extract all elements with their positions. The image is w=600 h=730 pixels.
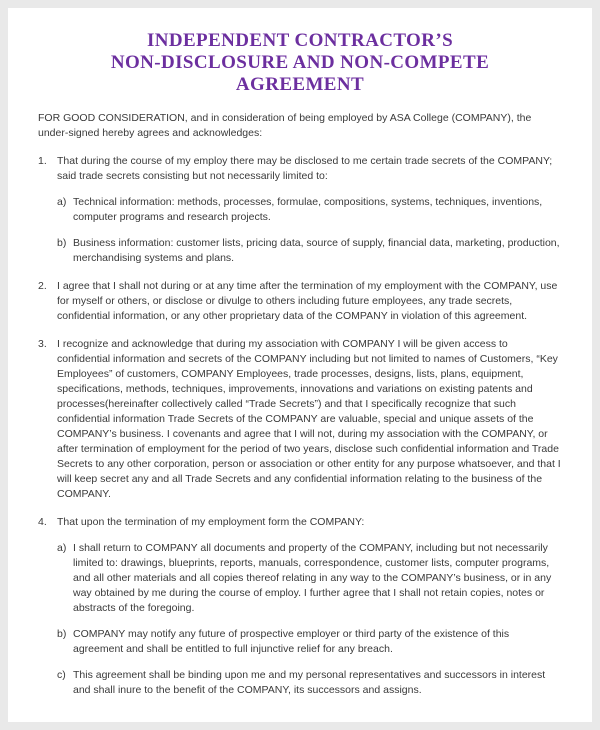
item-1-text: That during the course of my employ there may be disclosed to me certain trade secrets of the COMPANY; said trade secrets consisting but not necessarily limited to: (57, 155, 553, 182)
item-3-text: I recognize and acknowledge that during my association with COMPANY I will be given access to confidential information and secrets of the COMPANY including but not limited to names of Customers, “Key Employees” of customers, COMPANY Employees, trade processes, designs, lists, plans, equipment, specifications, methods, techniques, improvements, innovations and variations on existing patents and processes(hereinafter collectively called “Trade Secrets”) and that I specifically recognize that such confidential information Trade Secrets of the COMPANY are valuable, special and unique assets of the COMPANY’s business. I covenants and agree that I will not, during my association with the COMPANY, or after termination of employment for the period of two years, disclose such confidential information and Trade Secrets to any other corporation, person or association or other entity for any purpose whatsoever, and that I will keep secret any and all Trade Secrets and any confidential information relating to the business of the COMPANY. (57, 338, 561, 500)
item-2-text: I agree that I shall not during or at any time after the termination of my employment with the COMPANY, use for myself or others, or disclose or divulge to others including future employees, any trade secrets, confidential information, or any other proprietary data of the COMPANY in violation of this agreement. (57, 280, 558, 322)
sub-item-4a-letter: a) (57, 542, 67, 554)
item-3-number: 3. (38, 338, 47, 350)
sub-item-4c-text: This agreement shall be binding upon me and my personal representatives and successors in interest and shall inure to the benefit of the COMPANY, its successors and assigns. (73, 669, 546, 696)
sub-item-1a-letter: a) (57, 196, 67, 208)
sub-item-1b-text: Business information: customer lists, pricing data, source of supply, financial data, marketing, production, merchandising systems and plans. (73, 237, 560, 264)
sub-item-4c (57, 668, 562, 698)
sub-item-4a-text: I shall return to COMPANY all documents and property of the COMPANY, including but not necessarily limited to: drawings, blueprints, reports, manuals, correspondence, customer lists, computer programs, and all other materials and all copies thereof relating in any way to the COMPANY’s business, or in any way obtained by me during the course of employ. I further agree that I shall not retain copies, notes or abstracts of the foregoing. (73, 542, 552, 614)
sub-item-1a (57, 195, 562, 225)
sub-item-4c-letter: c) (57, 669, 66, 681)
intro-paragraph: FOR GOOD CONSIDERATION, and in consideration of being employed by ASA College (COMPANY), the under-signed hereby agrees and acknowledges: (38, 112, 532, 139)
item-2-number: 2. (38, 280, 47, 292)
document-title (38, 30, 562, 96)
list-item-2 (38, 279, 562, 324)
list-item-3 (38, 337, 562, 502)
sub-item-4b-letter: b) (57, 628, 67, 640)
item-1-number: 1. (38, 155, 47, 167)
title-line-1: INDEPENDENT CONTRACTOR’S (146, 30, 454, 51)
sub-item-4b (57, 627, 562, 657)
title-line-2: NON-DISCLOSURE AND NON-COMPETE (110, 52, 490, 73)
item-4-number: 4. (38, 516, 47, 528)
sub-item-4a (57, 541, 562, 616)
item-4-text: That upon the termination of my employment form the COMPANY: (57, 516, 365, 528)
sub-item-1b-letter: b) (57, 237, 67, 249)
sub-item-1a-text: Technical information: methods, processes, formulae, compositions, systems, techniques, inventions, computer programs and research projects. (73, 196, 543, 223)
sub-item-4b-text: COMPANY may notify any future of prospective employer or third party of the existence of this agreement and shall be entitled to full injunctive relief for any breach. (73, 628, 510, 655)
list-item-1 (38, 154, 562, 184)
list-item-4 (38, 515, 562, 530)
title-line-3: AGREEMENT (235, 74, 365, 95)
sub-item-1b (57, 236, 562, 266)
document-page (8, 8, 592, 722)
